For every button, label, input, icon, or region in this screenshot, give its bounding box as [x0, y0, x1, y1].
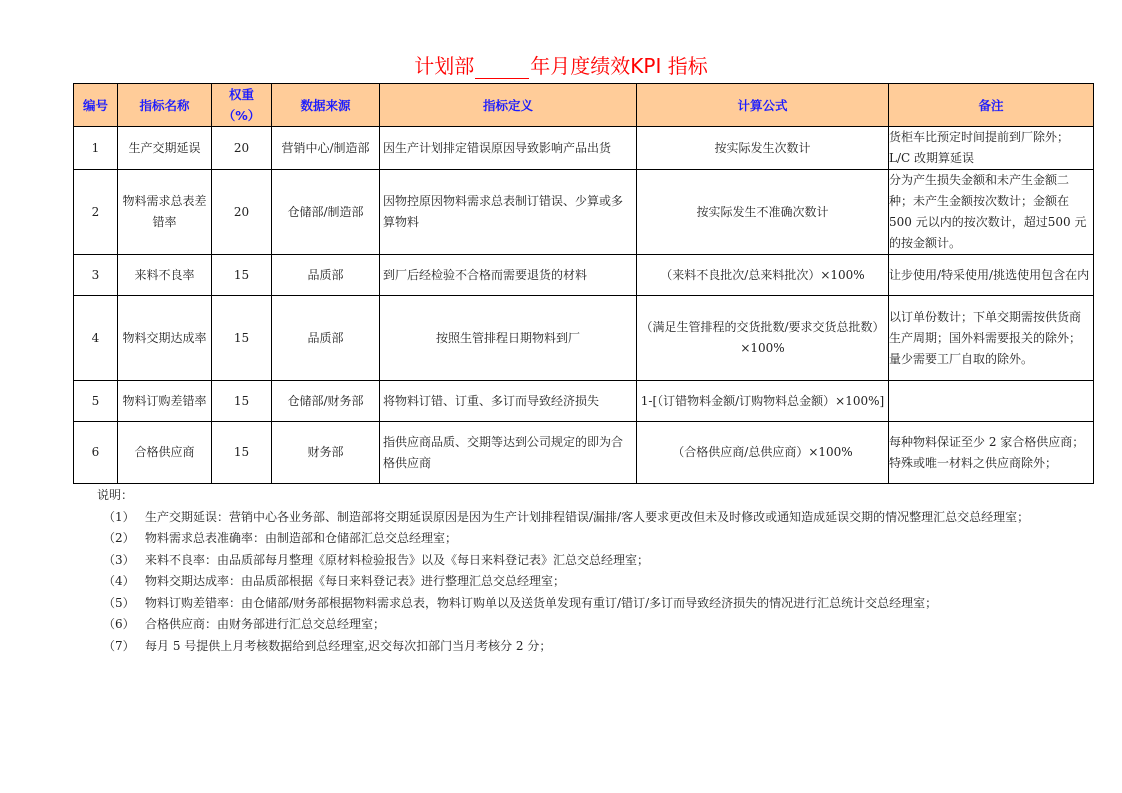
- title-prefix: 计划部: [414, 54, 475, 78]
- note-item: [97, 550, 1045, 572]
- cell-source: 财务部: [272, 422, 380, 484]
- kpi-table: [73, 83, 1094, 484]
- note-text: 物料交期达成率：由品质部根据《每日来料登记表》进行整理汇总交总经理室；: [145, 574, 566, 588]
- title-blank: [475, 58, 529, 79]
- cell-no: 5: [74, 381, 118, 422]
- cell-weight: 20: [212, 170, 272, 255]
- note-text: 生产交期延误：营销中心各业务部、制造部将交期延误原因是因为生产计划排程错误/漏排/客人要求更改但未及时修改或通知造成延误交期的情况整理汇总交总经理室；: [145, 509, 1030, 524]
- header-definition: 指标定义: [380, 84, 637, 127]
- cell-weight: 15: [212, 381, 272, 422]
- notes-label: 说明：: [97, 488, 134, 502]
- cell-no: 1: [74, 127, 118, 170]
- cell-remark: [889, 381, 1094, 422]
- note-number: （6）: [103, 617, 135, 631]
- table-row: [74, 422, 1094, 484]
- cell-source: 仓储部/制造部: [272, 170, 380, 255]
- note-text: 每月 5 号提供上月考核数据给到总经理室,迟交每次扣部门当月考核分 2 分；: [145, 638, 552, 653]
- cell-formula: 按实际发生次数计: [637, 127, 889, 170]
- cell-name: 物料订购差错率: [118, 381, 212, 422]
- note-number: （7）: [103, 638, 135, 653]
- cell-source: 品质部: [272, 296, 380, 381]
- note-number: （1）: [103, 509, 135, 524]
- cell-remark: 分为产生损失金额和未产生金额二种；未产生金额按次数计；金额在 500 元以内的按次数计，超过500 元的按金额计。: [889, 170, 1094, 255]
- cell-formula: 1-[（订错物料金额/订购物料总金额）×100%]: [637, 381, 889, 422]
- table-row: [74, 381, 1094, 422]
- cell-name: 生产交期延误: [118, 127, 212, 170]
- cell-formula: （来料不良批次/总来料批次）×100%: [637, 255, 889, 296]
- cell-remark: 每种物料保证至少 2 家合格供应商；特殊或唯一材料之供应商除外；: [889, 422, 1094, 484]
- cell-source: 营销中心/制造部: [272, 127, 380, 170]
- cell-remark: 货柜车比预定时间提前到厂除外；L/C 改期算延误: [889, 127, 1094, 170]
- cell-formula: （满足生管排程的交货批数/要求交货总批数）×100%: [637, 296, 889, 381]
- cell-source: 品质部: [272, 255, 380, 296]
- table-row: [74, 255, 1094, 296]
- note-number: （5）: [103, 595, 135, 610]
- note-text: 合格供应商：由财务部进行汇总交总经理室；: [145, 617, 386, 631]
- cell-weight: 20: [212, 127, 272, 170]
- cell-name: 来料不良率: [118, 255, 212, 296]
- cell-name: 物料需求总表差错率: [118, 170, 212, 255]
- note-number: （2）: [103, 531, 135, 545]
- cell-remark: 以订单份数计；下单交期需按供货商生产周期；国外料需要报关的除外；量少需要工厂自取的除外。: [889, 296, 1094, 381]
- table-row: [74, 170, 1094, 255]
- cell-definition: 到厂后经检验不合格而需要退货的材料: [380, 255, 637, 296]
- cell-no: 4: [74, 296, 118, 381]
- cell-no: 6: [74, 422, 118, 484]
- cell-definition: 按照生管排程日期物料到厂: [380, 296, 637, 381]
- table-row: [74, 296, 1094, 381]
- cell-source: 仓储部/财务部: [272, 381, 380, 422]
- note-text: 物料需求总表准确率：由制造部和仓储部汇总交总经理室；: [145, 531, 458, 545]
- header-weight: 权重（%）: [212, 84, 272, 127]
- cell-weight: 15: [212, 255, 272, 296]
- note-item: [97, 593, 1045, 615]
- cell-formula: 按实际发生不准确次数计: [637, 170, 889, 255]
- cell-weight: 15: [212, 422, 272, 484]
- header-no: 编号: [74, 84, 118, 127]
- header-remark: 备注: [889, 84, 1094, 127]
- cell-definition: 因物控原因物料需求总表制订错误、少算或多算物料: [380, 170, 637, 255]
- cell-name: 合格供应商: [118, 422, 212, 484]
- title-suffix: 年月度绩效KPI 指标: [530, 54, 708, 78]
- note-item: [97, 507, 1045, 529]
- cell-no: 3: [74, 255, 118, 296]
- note-item: [97, 614, 1045, 636]
- note-text: 物料订购差错率：由仓储部/财务部根据物料需求总表，物料订购单以及送货单发现有重订/错订/多订而导致经济损失的情况进行汇总统计交总经理室；: [145, 595, 938, 610]
- table-header-row: [74, 84, 1094, 127]
- header-source: 数据来源: [272, 84, 380, 127]
- note-number: （3）: [103, 552, 135, 567]
- cell-name: 物料交期达成率: [118, 296, 212, 381]
- cell-formula: （合格供应商/总供应商）×100%: [637, 422, 889, 484]
- cell-definition: 将物料订错、订重、多订而导致经济损失: [380, 381, 637, 422]
- cell-definition: 指供应商品质、交期等达到公司规定的即为合格供应商: [380, 422, 637, 484]
- page-title: [0, 50, 1122, 79]
- header-formula: 计算公式: [637, 84, 889, 127]
- header-name: 指标名称: [118, 84, 212, 127]
- note-number: （4）: [103, 574, 135, 588]
- table-row: [74, 127, 1094, 170]
- cell-no: 2: [74, 170, 118, 255]
- note-item: [97, 528, 1045, 550]
- cell-remark: 让步使用/特采使用/挑选使用包含在内: [889, 255, 1094, 296]
- note-text: 来料不良率：由品质部每月整理《原材料检验报告》以及《每日来料登记表》汇总交总经理室；: [145, 552, 650, 567]
- note-item: [97, 636, 1045, 658]
- notes-section: [97, 485, 1045, 657]
- note-item: [97, 571, 1045, 593]
- cell-weight: 15: [212, 296, 272, 381]
- cell-definition: 因生产计划排定错误原因导致影响产品出货: [380, 127, 637, 170]
